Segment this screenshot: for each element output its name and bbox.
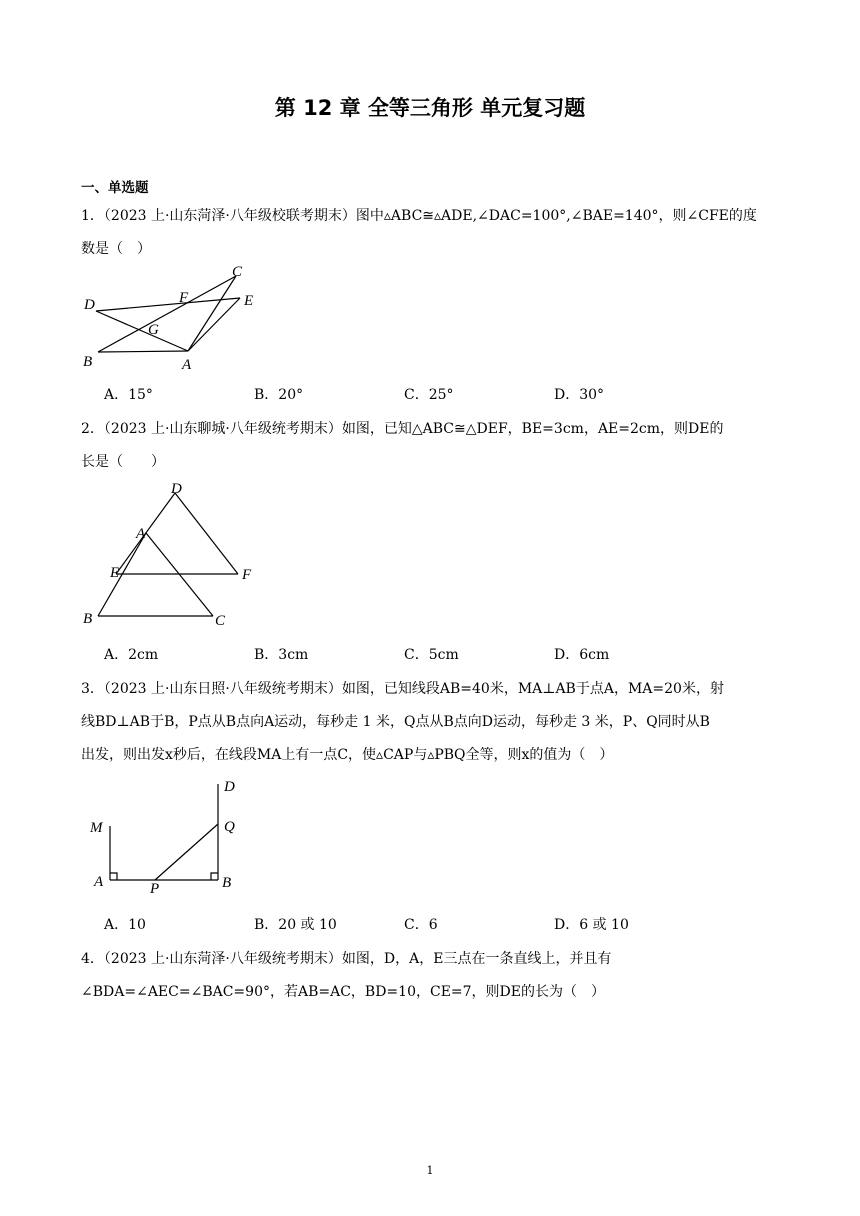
- q1-option-b[interactable]: B．20°: [254, 387, 304, 403]
- label-B: B: [83, 354, 93, 370]
- q2-option-b[interactable]: B．3cm: [254, 647, 309, 663]
- q3-line-2: 线BD⊥AB于B，P点从B点向A运动，每秒走 1 米，Q点从B点向D运动，每秒走 3 米，P、Q同时从B: [81, 714, 710, 730]
- q1-option-c[interactable]: C．25°: [404, 387, 454, 403]
- q1-option-d[interactable]: D．30°: [554, 387, 605, 403]
- q4-line-1: 4．（2023 上·山东菏泽·八年级统考期末）如图，D，A，E三点在一条直线上，并且有: [81, 951, 612, 967]
- q1-figure: [78, 262, 278, 374]
- label-E: E: [244, 293, 254, 309]
- label-M: M: [90, 820, 103, 836]
- q1-line-2: 数是（ ）: [81, 241, 151, 257]
- page-number: 1: [426, 1164, 434, 1177]
- q2-option-d[interactable]: D．6cm: [554, 647, 610, 663]
- q2-option-a[interactable]: A．2cm: [104, 647, 159, 663]
- q2-option-c[interactable]: C．5cm: [404, 647, 459, 663]
- label-A: A: [94, 874, 104, 890]
- label-D: D: [171, 481, 182, 497]
- label-A: A: [182, 357, 192, 373]
- label-B: B: [222, 875, 232, 891]
- q3-option-d[interactable]: D．6 或 10: [554, 917, 629, 933]
- q3-figure: [84, 776, 254, 894]
- label-G: G: [148, 322, 159, 338]
- q3-option-b[interactable]: B．20 或 10: [254, 917, 337, 933]
- label-F: F: [179, 290, 189, 306]
- label-P: P: [150, 881, 160, 894]
- label-E: E: [110, 565, 120, 581]
- label-A: A: [136, 526, 146, 542]
- q1-option-a[interactable]: A．15°: [104, 387, 153, 403]
- q2-line-2: 长是（ ）: [81, 454, 165, 470]
- q3-option-c[interactable]: C．6: [404, 917, 438, 933]
- label-C: C: [232, 264, 243, 280]
- label-F: F: [242, 567, 252, 583]
- label-Q: Q: [224, 819, 235, 835]
- label-D: D: [224, 779, 235, 795]
- q2-figure: [78, 478, 268, 630]
- q3-line-1: 3．（2023 上·山东日照·八年级统考期末）如图，已知线段AB=40米，MA⊥AB于点A，MA=20米，射: [81, 681, 724, 697]
- q3-line-3: 出发，则出发x秒后，在线段MA上有一点C，使▵CAP与▵PBQ全等，则x的值为（ ）: [81, 747, 614, 763]
- q2-line-1: 2．（2023 上·山东聊城·八年级统考期末）如图，已知△ABC≅△DEF，BE=3cm，AE=2cm，则DE的: [81, 421, 724, 437]
- q1-line-1: 1．（2023 上·山东菏泽·八年级校联考期末）图中▵ABC≅▵ADE,∠DAC=100°,∠BAE=140°，则∠CFE的度: [81, 208, 757, 224]
- page-title: 第 12 章 全等三角形 单元复习题: [274, 96, 586, 120]
- q3-options: [104, 914, 704, 934]
- q3-option-a[interactable]: A．10: [104, 917, 146, 933]
- section-heading: 一、单选题: [81, 180, 149, 196]
- q2-options: [104, 644, 704, 664]
- q1-options: [104, 384, 704, 404]
- q4-line-2: ∠BDA=∠AEC=∠BAC=90°，若AB=AC，BD=10，CE=7，则DE的长为（ ）: [81, 984, 605, 1000]
- label-B: B: [83, 611, 93, 627]
- label-D: D: [84, 297, 95, 313]
- label-C: C: [215, 613, 226, 629]
